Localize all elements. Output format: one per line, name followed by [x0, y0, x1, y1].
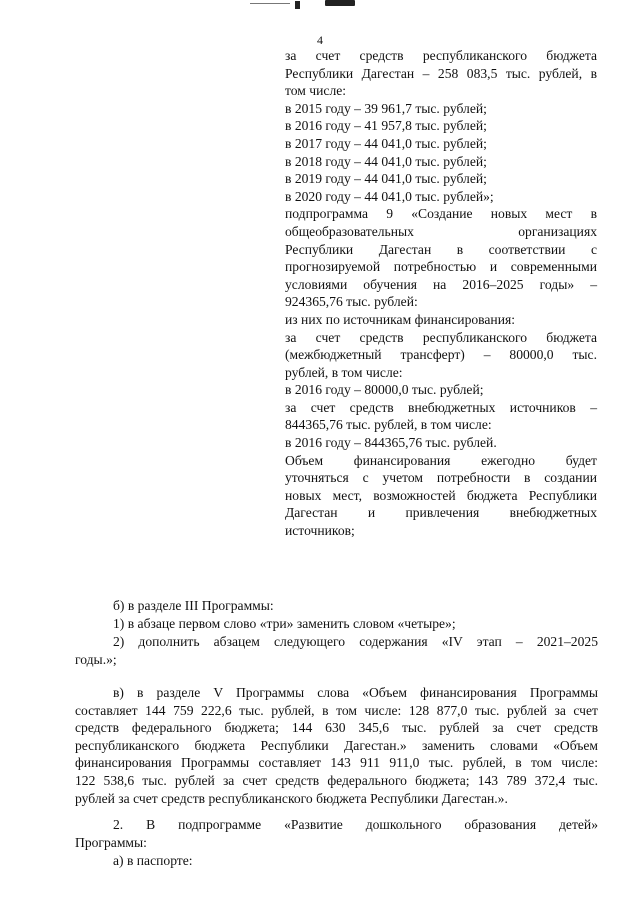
- text-line: рублей за счет средств республиканского бюджета Республики Дагестан.».: [75, 790, 508, 806]
- text-line: 122 538,6 тыс. рублей за счет средств федерального бюджета; 143 789 372,4 тыс.: [75, 772, 598, 788]
- text-line: в 2016 году – 844365,76 тыс. рублей.: [285, 435, 497, 451]
- scan-mark-top-3: [250, 3, 290, 4]
- text-line: Республики Дагестан – 258 083,5 тыс. рублей, в: [285, 65, 597, 81]
- text-line: за счет средств республиканского бюджета: [285, 329, 597, 345]
- text-line: 924365,76 тыс. рублей:: [285, 294, 418, 310]
- text-line: Республики Дагестан в соответствии с: [285, 241, 597, 257]
- text-line: том числе:: [285, 83, 347, 99]
- text-line: общеобразовательных организациях: [285, 223, 597, 239]
- text-line: в 2016 году – 80000,0 тыс. рублей;: [285, 382, 484, 398]
- text-line: а) в паспорте:: [113, 853, 193, 868]
- text-line: республиканского бюджета Республики Дагестан.» заменить словами «Объем: [75, 737, 598, 753]
- text-line: в 2016 году – 41 957,8 тыс. рублей;: [285, 118, 487, 134]
- text-line: подпрограмма 9 «Создание новых мест в: [285, 206, 597, 222]
- text-line: уточняться с учетом потребности в создании: [285, 470, 597, 486]
- text-line: Программы:: [75, 834, 147, 850]
- text-line: в 2018 году – 44 041,0 тыс. рублей;: [285, 153, 487, 169]
- text-line: финансирования Программы составляет 143 911 911,0 тыс. рублей, в том числе:: [75, 755, 598, 771]
- text-line: 844365,76 тыс. рублей, в том числе:: [285, 417, 492, 433]
- text-line: в 2020 году – 44 041,0 тыс. рублей»;: [285, 188, 494, 204]
- text-line: 2. В подпрограмме «Развитие дошкольного образования детей»: [113, 817, 598, 832]
- text-line: составляет 144 759 222,6 тыс. рублей, в том числе: 128 877,0 тыс. рублей за счет: [75, 702, 598, 718]
- paragraph: [75, 615, 598, 633]
- text-line: (межбюджетный трансферт) – 80000,0 тыс.: [285, 347, 597, 363]
- text-line: Объем финансирования ежегодно будет: [285, 452, 597, 468]
- text-line: в 2019 году – 44 041,0 тыс. рублей;: [285, 171, 487, 187]
- text-line: условиями обучения на 2016–2025 годы» –: [285, 276, 597, 292]
- passport-text-column: [285, 47, 597, 540]
- paragraph: [75, 597, 598, 615]
- scan-mark-top-2: [295, 1, 300, 9]
- text-line: в) в разделе V Программы слова «Объем финансирования Программы: [113, 685, 598, 700]
- paragraph: [75, 633, 598, 668]
- scan-mark-top: [325, 0, 355, 6]
- text-line: за счет средств внебюджетных источников –: [285, 399, 597, 415]
- text-line: б) в разделе III Программы:: [113, 598, 274, 613]
- text-line: средств федерального бюджета; 144 630 345,6 тыс. рублей за счет средств: [75, 720, 598, 736]
- paragraph: [75, 816, 598, 851]
- text-line: Дагестан и привлечения внебюджетных: [285, 505, 597, 521]
- text-line: рублей, в том числе:: [285, 364, 403, 380]
- page-number: 4: [317, 33, 323, 47]
- text-line: источников;: [285, 523, 355, 539]
- text-line: в 2017 году – 44 041,0 тыс. рублей;: [285, 135, 487, 151]
- text-line: за счет средств республиканского бюджета: [285, 48, 597, 63]
- text-line: прогнозируемой потребностью и современными: [285, 259, 597, 275]
- text-line: новых мест, возможностей бюджета Республики: [285, 487, 597, 503]
- text-line: 2) дополнить абзацем следующего содержания «IV этап – 2021–2025: [113, 634, 598, 649]
- text-line: в 2015 году – 39 961,7 тыс. рублей;: [285, 100, 487, 116]
- paragraph: [75, 852, 598, 870]
- paragraph: [75, 684, 598, 807]
- text-line: годы.»;: [75, 651, 117, 667]
- text-line: 1) в абзаце первом слово «три» заменить словом «четыре»;: [113, 616, 456, 631]
- text-line: из них по источникам финансирования:: [285, 311, 516, 327]
